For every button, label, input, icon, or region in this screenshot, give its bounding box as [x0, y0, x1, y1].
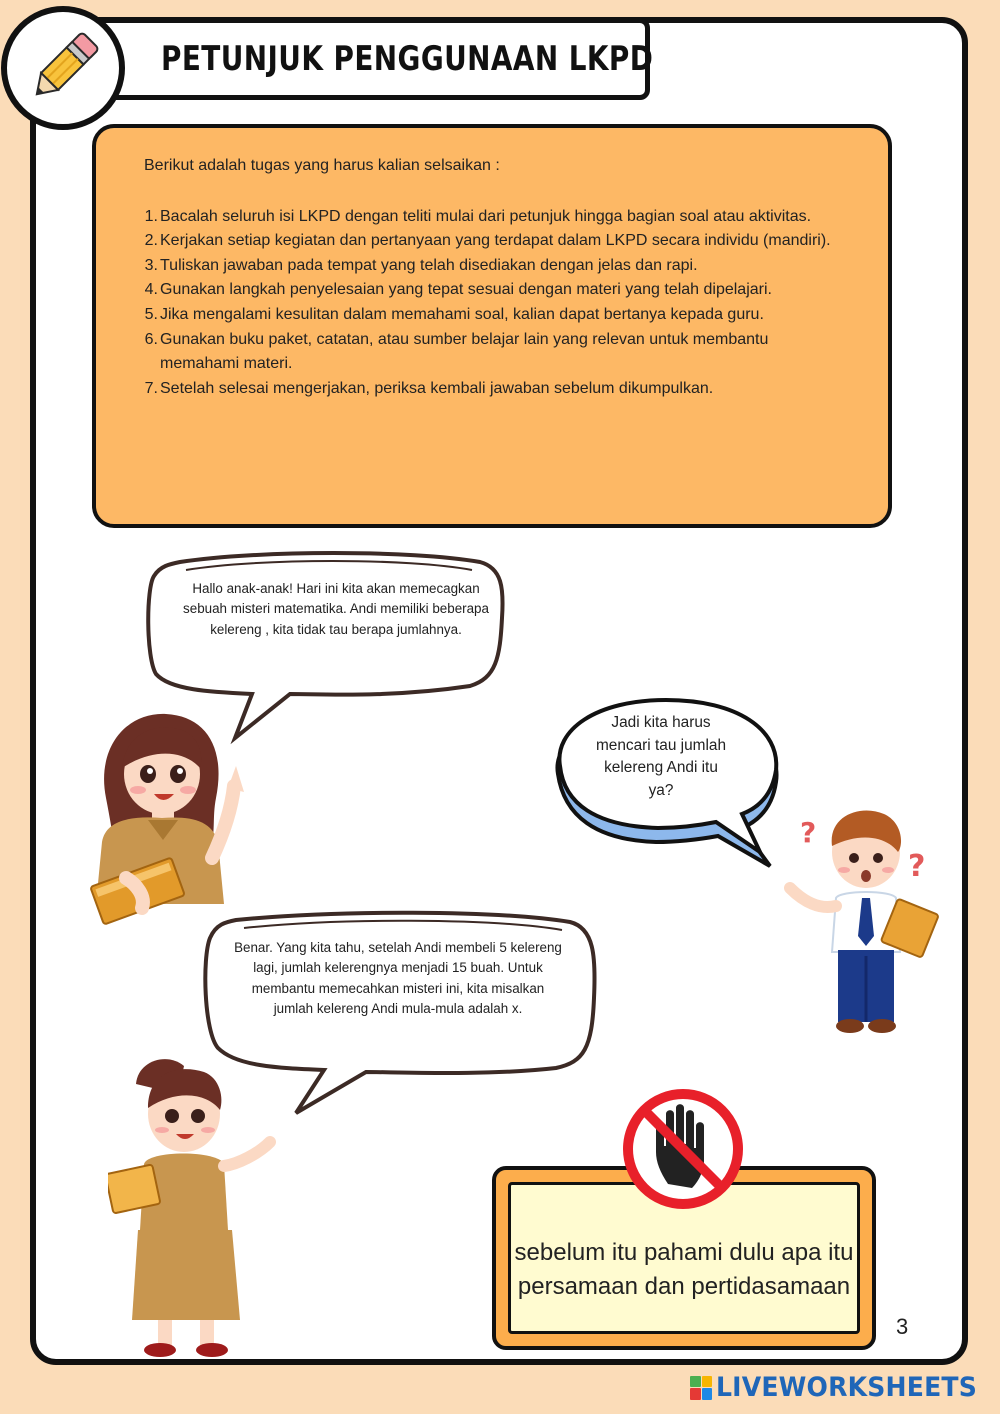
pencil-icon [18, 23, 108, 113]
instructions-box [92, 124, 892, 528]
student-speech: Jadi kita harus mencari tau jumlah kelereng Andi itu ya? [595, 714, 727, 800]
teacher-1-speech: Hallo anak-anak! Hari ini kita akan memecagkan sebuah misteri matematika. Andi memiliki beberapa kelereng , kita tidak tau berapa jumlahnya. [183, 581, 489, 637]
teacher-2-speech: Benar. Yang kita tahu, setelah Andi membeli 5 kelereng lagi, jumlah kelerengnya menjadi 15 buah. Untuk membantu memecahkan misteri ini, kita misalkan jumlah kelereng Andi mula-mula adalah x. [234, 940, 562, 1016]
list-item: 4. Gunakan langkah penyelesaian yang tepat sesuai dengan materi yang telah dipelajari. [144, 281, 772, 299]
caution-text: sebelum itu pahami dulu apa itu persamaan dan pertidasamaan [508, 1182, 860, 1334]
instructions-intro: Berikut adalah tugas yang harus kalian selsaikan : [144, 157, 500, 174]
list-item: 6. Gunakan buku paket, catatan, atau sumber belajar lain yang relevan untuk membantu memahami materi. [144, 330, 769, 373]
student-illustration [780, 806, 946, 1042]
page-title: PETUNJUK PENGGUNAAN LKPD [161, 39, 654, 79]
teacher-illustration-2 [108, 1054, 284, 1364]
list-item: 7. Setelah selesai mengerjakan, periksa kembali jawaban sebelum dikumpulkan. [144, 379, 714, 397]
question-mark-icon: ? [800, 816, 817, 849]
list-item: 1. Bacalah seluruh isi LKPD dengan teliti mulai dari petunjuk hingga bagian soal atau aktivitas. [144, 207, 812, 225]
stop-hand-icon [622, 1088, 744, 1210]
speech-bubble-student [548, 694, 788, 870]
teacher-illustration-1 [86, 708, 276, 934]
liveworksheets-logo [690, 1372, 997, 1403]
brand-name: LIVEWORKSHEETS [716, 1372, 977, 1403]
instructions-list [144, 205, 844, 402]
list-item: 2. Kerjakan setiap kegiatan dan pertanyaan yang terdapat dalam LKPD secara individu (mandiri). [144, 232, 831, 250]
page-number: 3 [896, 1314, 909, 1339]
list-item: 3. Tuliskan jawaban pada tempat yang telah disediakan dengan jelas dan rapi. [144, 256, 698, 274]
liveworksheets-icon [690, 1376, 712, 1400]
pencil-badge [1, 6, 125, 130]
list-item: 5. Jika mengalami kesulitan dalam memahami soal, kalian dapat bertanya kepada guru. [144, 305, 764, 323]
question-mark-icon: ? [908, 849, 926, 884]
title-box [90, 18, 654, 100]
